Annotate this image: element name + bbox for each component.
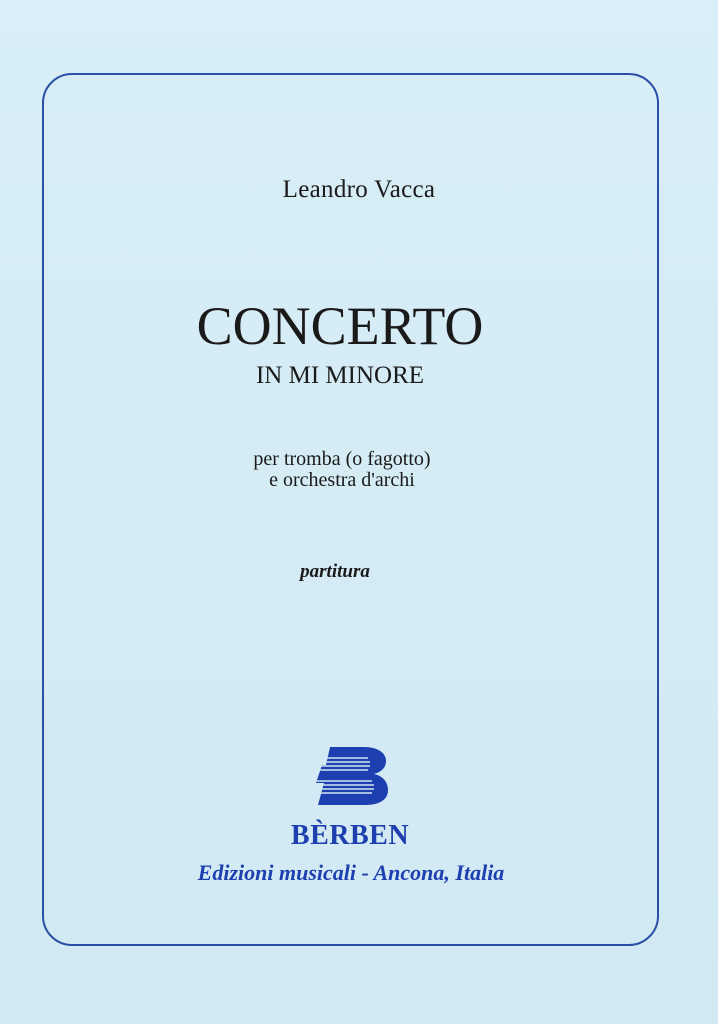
publisher-tagline: Edizioni musicali - Ancona, Italia [197, 860, 505, 885]
publisher-brand: BÈRBEN [290, 820, 410, 851]
instrumentation-line-2: e orchestra d'archi [269, 469, 415, 491]
instrumentation-line-1: per tromba (o fagotto) [253, 448, 431, 470]
composer-name: Leandro Vacca [282, 176, 436, 203]
edition-type: partitura [300, 561, 370, 582]
berben-b-logo-icon [316, 745, 390, 807]
work-title: CONCERTO [196, 296, 484, 356]
work-key: IN MI MINORE [255, 362, 425, 389]
